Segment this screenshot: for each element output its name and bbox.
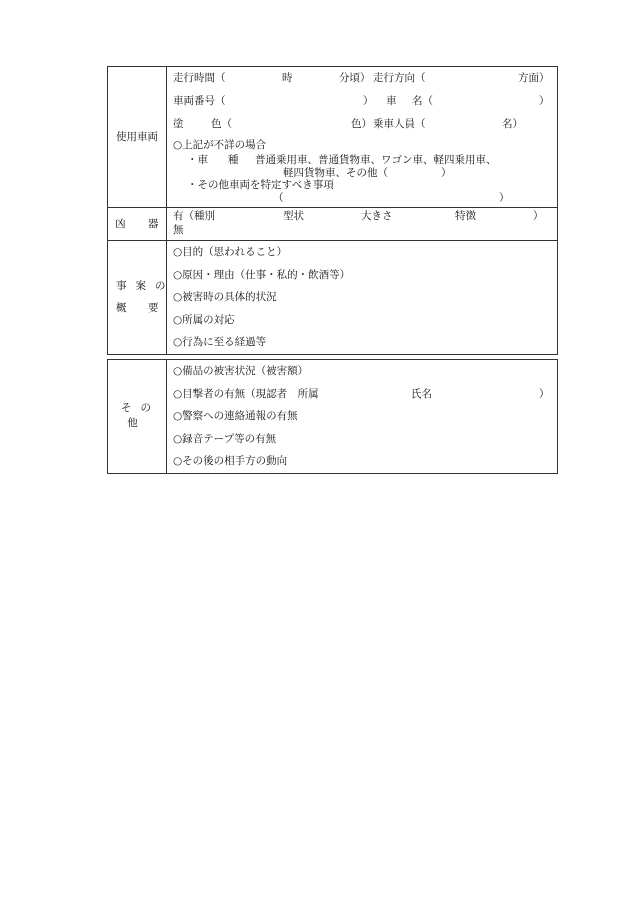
summary-item: ○目的（思われること）: [173, 246, 288, 258]
vehicle-body-cell: [167, 67, 558, 208]
weapon-yes-label: 有（種別: [173, 210, 215, 222]
summary-head-cell: [108, 241, 175, 355]
other-open: （: [273, 191, 284, 204]
travel-time-line: [173, 70, 551, 87]
others-item-recording: ○録音テープ等の有無: [173, 432, 277, 445]
color-close: 色）: [351, 118, 372, 130]
others-table: [107, 359, 558, 474]
others-item-witness-close: ）: [539, 387, 550, 400]
plate-line: [173, 93, 551, 110]
hour-label: 時: [282, 72, 293, 84]
unknown-line: [173, 137, 551, 154]
vehicle-head: 使用車両: [116, 130, 158, 143]
summary-row: [108, 241, 558, 355]
vehicle-row: [108, 67, 558, 208]
others-body-cell: [167, 360, 558, 474]
type-label-b: 種: [228, 154, 239, 166]
weapon-row: [108, 208, 558, 241]
unknown-label: ○上記が不詳の場合: [173, 139, 267, 151]
type-line-2: [173, 167, 551, 180]
summary-item: ○被害時の具体的状況: [173, 291, 277, 304]
type-list-1: 普通乗用車、普通貨物車、ワゴン車、軽四乗用車、: [255, 154, 497, 166]
weapon-head-b: 器: [148, 217, 159, 230]
others-head: その他: [121, 402, 160, 430]
summary-head-line-2: [108, 297, 166, 319]
color-label-a: 塗: [173, 118, 184, 130]
others-head-cell: [108, 360, 167, 474]
incident-form-table: [107, 66, 558, 355]
others-item-police: ○警察への連絡通報の有無: [173, 410, 298, 423]
weapon-feature-label: 特徴: [455, 210, 476, 222]
passengers-close: 名）: [502, 118, 523, 130]
car-name-label-a: 車: [386, 95, 397, 107]
type-list-2: 軽四貨物車、その他（: [283, 166, 388, 179]
minute-label: 分頃）: [339, 72, 371, 84]
weapon-shape-label: 型状: [283, 210, 304, 222]
type-line-1: [173, 154, 551, 167]
weapon-head-a: 凶: [115, 217, 126, 230]
weapon-size-label: 大きさ: [361, 210, 393, 222]
others-item-witness: ○目撃者の有無（現認者 所属: [173, 387, 319, 400]
summary-body-cell: [167, 241, 558, 355]
passengers-label: 乗車人員（: [373, 118, 426, 130]
direction-end: 方面）: [518, 72, 550, 84]
others-item-damage: ○備品の被害状況（被害額）: [173, 365, 309, 377]
summary-head-1: 事案の: [116, 280, 175, 293]
summary-item: ○原因・理由（仕事・私的・飲酒等）: [173, 268, 351, 281]
summary-item: ○行為に至る経過等: [173, 336, 267, 349]
weapon-close: ）: [533, 210, 544, 222]
others-row: [108, 360, 558, 474]
type-list-2-close: ）: [441, 166, 452, 179]
type-label-a: ・車: [187, 154, 208, 166]
weapon-body-cell: [167, 208, 558, 241]
direction-label: 走行方向（: [373, 72, 426, 84]
summary-item: ○所属の対応: [173, 313, 235, 326]
other-paren-line: [173, 192, 551, 205]
weapon-head-cell: [108, 208, 167, 241]
weapon-yes-line: [173, 209, 551, 223]
car-name-close: ）: [539, 95, 550, 107]
weapon-head-line: [108, 216, 166, 233]
weapon-no-label: 無: [173, 224, 184, 236]
others-item-followup: ○その後の相手方の動向: [173, 455, 288, 468]
plate-close: ）: [363, 95, 374, 107]
weapon-no-line: [173, 223, 551, 237]
others-item-witness-name: 氏名: [411, 387, 432, 400]
color-line: [173, 116, 551, 133]
other-label: ・その他車両を特定すべき事項: [187, 179, 334, 191]
summary-head-2-a: 概: [116, 302, 127, 315]
others-item-witness-line: [173, 383, 551, 406]
travel-time-label: 走行時間（: [173, 72, 226, 84]
summary-head-line-1: [108, 275, 175, 297]
other-line: [173, 179, 551, 192]
other-close: ）: [499, 191, 510, 204]
summary-head-2-b: 要: [148, 302, 159, 315]
plate-label: 車両番号（: [173, 95, 226, 107]
color-label-b: 色（: [211, 118, 232, 130]
vehicle-head-cell: [108, 67, 167, 208]
car-name-label-b: 名（: [412, 95, 433, 107]
